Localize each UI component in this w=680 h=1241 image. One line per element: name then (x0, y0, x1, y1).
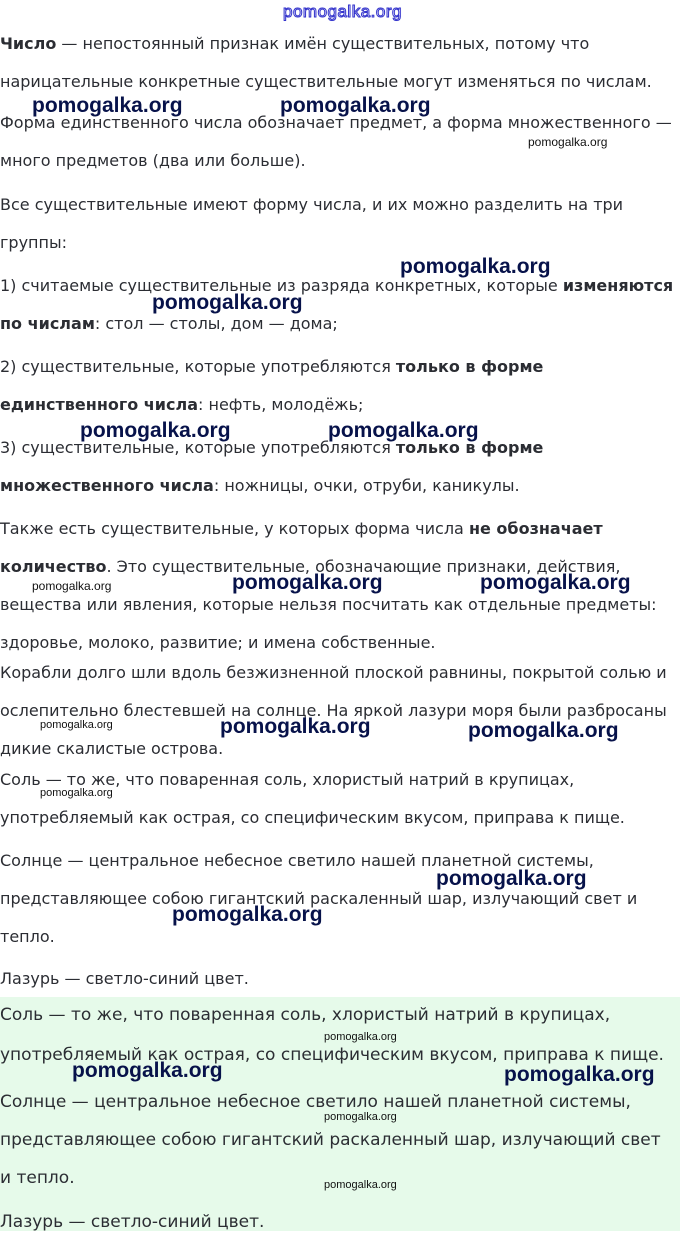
highlight-azure: Лазурь — светло-синий цвет. (0, 1212, 265, 1232)
paragraph-text: 1) считаемые существительные из разряда конкретных, которые (0, 276, 563, 295)
paragraph-text: 3) существительные, которые употребляются (0, 438, 396, 457)
watermark: pomogalka.org (324, 1031, 397, 1043)
watermark: pomogalka.org (280, 94, 431, 117)
watermark: pomogalka.org (480, 571, 631, 594)
paragraph-azure: Лазурь — светло-синий цвет. (0, 969, 249, 988)
paragraph-text: Также есть существительные, у которых форма числа (0, 519, 469, 538)
watermark: pomogalka.org (324, 1179, 397, 1191)
emphasis-bold: не обозначает количество (0, 519, 603, 576)
watermark: pomogalka.org (40, 787, 113, 799)
paragraph-ships: Корабли долго шли вдоль безжизненной плоской равнины, покрытой солью и ослепительно блестевшей на солнце. На яркой лазури моря были разбросаны дикие скалистые острова. (0, 663, 667, 758)
paragraph-text: : нефть, молодёжь; (198, 395, 364, 414)
paragraph-text: — непостоянный признак имён существительных, потому что нарицательные конкретные существительные могут изменяться по числам. (0, 34, 652, 91)
watermark: pomogalka.org (504, 1063, 655, 1086)
watermark: pomogalka.org (328, 419, 479, 442)
paragraph-text: : стол — столы, дом — дома; (94, 314, 338, 333)
emphasis-bold: только в форме множественного числа (0, 438, 544, 495)
paragraph-text: : ножницы, очки, отруби, каникулы. (213, 476, 520, 495)
paragraph-groups-intro: Все существительные имеют форму числа, и их можно разделить на три группы: (0, 195, 624, 252)
paragraph-text: 2) существительные, которые употребляются (0, 357, 396, 376)
emphasis-bold: изменяются по числам (0, 276, 674, 333)
watermark: pomogalka.org (172, 903, 323, 926)
watermark-top: pomogalka.org (283, 2, 402, 21)
watermark: pomogalka.org (40, 719, 113, 731)
emphasis-bold: только в форме единственного числа (0, 357, 544, 414)
term-bold: Число (0, 34, 57, 53)
watermark: pomogalka.org (232, 571, 383, 594)
watermark: pomogalka.org (436, 867, 587, 890)
watermark: pomogalka.org (468, 719, 619, 742)
watermark: pomogalka.org (32, 94, 183, 117)
watermark: pomogalka.org (220, 715, 371, 738)
watermark: pomogalka.org (528, 135, 608, 149)
watermark: pomogalka.org (72, 1059, 223, 1082)
paragraph-sun: Солнце — центральное небесное светило нашей планетной системы, представляющее собою гигантский раскаленный шар, излучающий свет и тепло. (0, 851, 638, 946)
paragraph-group-1 (0, 267, 676, 343)
highlight-salt: Соль — то же, что поваренная соль, хлористый натрий в крупицах, употребляемый как острая, со специфическим вкусом, приправа к пище. (0, 1005, 664, 1065)
watermark: pomogalka.org (80, 419, 231, 442)
watermark: pomogalka.org (152, 291, 303, 314)
paragraph-salt: Соль — то же, что поваренная соль, хлористый натрий в крупицах, употребляемый как острая, со специфическим вкусом, приправа к пище. (0, 770, 625, 827)
watermark: pomogalka.org (32, 579, 112, 593)
paragraph-text: . Это существительные, обозначающие признаки, действия, вещества или явления, которые нельзя посчитать как отдельные предметы: здоровье, молоко, развитие; и имена собственные. (0, 557, 657, 652)
highlight-sun: Солнце — центральное небесное светило нашей планетной системы, представляющее собою гигантский раскаленный шар, излучающий свет и тепло. (0, 1092, 661, 1188)
paragraph-group-2 (0, 348, 676, 424)
watermark: pomogalka.org (400, 255, 551, 278)
paragraph-definition (0, 25, 676, 101)
paragraph-singular-plural: Форма единственного числа обозначает предмет, а форма множественного — много предметов (два или больше). (0, 113, 672, 170)
watermark: pomogalka.org (324, 1111, 397, 1123)
